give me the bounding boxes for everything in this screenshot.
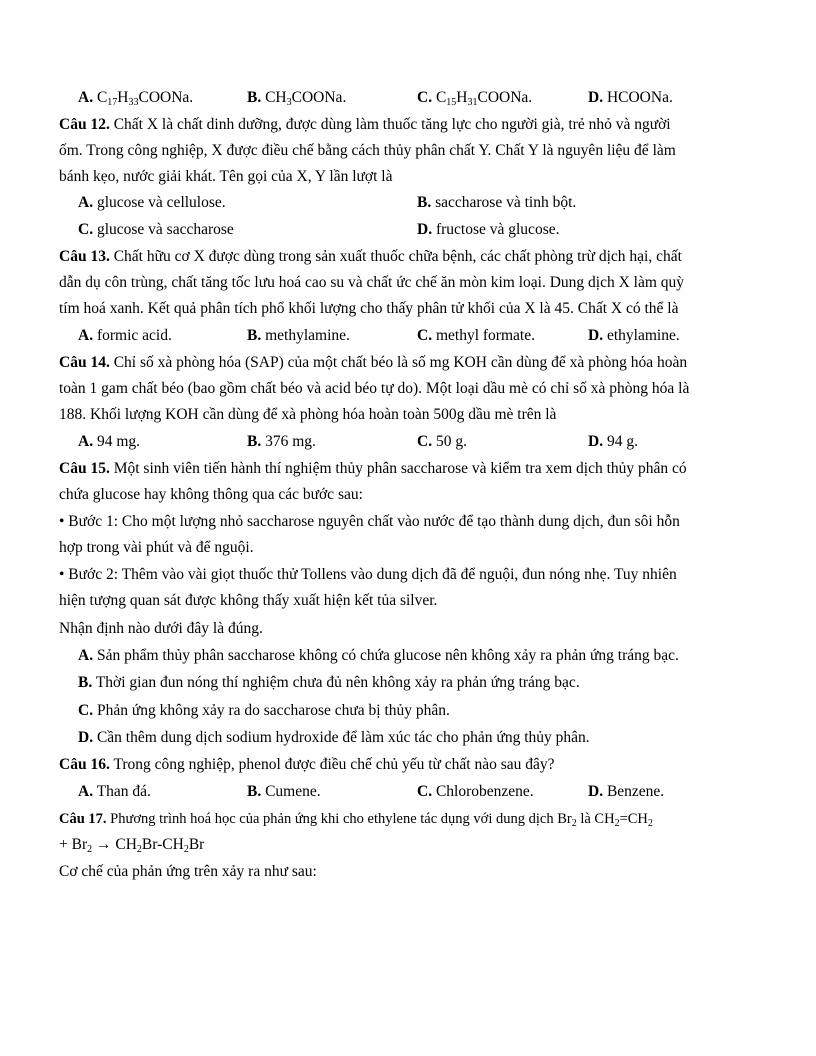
q15-step-2-line-1: • Bước 2: Thêm vào vài giọt thuốc thử Tollens vào dung dịch đã để nguội, đun nóng nhẹ. Tuy nhiên bbox=[59, 566, 677, 583]
q14-option-b: B. 376 mg. bbox=[247, 433, 316, 450]
q16-option-d: D. Benzene. bbox=[588, 783, 665, 800]
q11-option-b: B. $CH_3COONa$. bbox=[247, 89, 347, 108]
q15-step-2-line-2: hiện tượng quan sát được không thấy xuất hiện kết tủa silver. bbox=[59, 592, 438, 609]
q15-option-c: C. Phản ứng không xảy ra do saccharose chưa bị thủy phân. bbox=[78, 702, 450, 719]
q16-option-a: A. Than đá. bbox=[78, 783, 151, 800]
q15-step-1-line-2: hợp trong vài phút và để nguội. bbox=[59, 539, 254, 556]
q16-stem-line-1: Câu 16. Trong công nghiệp, phenol được điều chế chủ yếu từ chất nào sau đây? bbox=[59, 756, 555, 773]
q15-option-a: A. Sản phẩm thủy phân saccharose không có chứa glucose nên không xảy ra phản ứng tráng bạc. bbox=[78, 647, 679, 664]
q15-stem-line-1: Câu 15. Một sinh viên tiến hành thí nghiệm thủy phân saccharose và kiểm tra xem dịch thủy phân có bbox=[59, 460, 687, 477]
q12-stem-line-3: bánh kẹo, nước giải khát. Tên gọi của X, Y lần lượt là bbox=[59, 168, 393, 185]
q15-step-1-line-1: • Bước 1: Cho một lượng nhỏ saccharose nguyên chất vào nước để tạo thành dung dịch, đun sôi hỗn bbox=[59, 513, 680, 530]
q12-option-b: B. saccharose và tinh bột. bbox=[417, 194, 577, 211]
q12-option-c: C. glucose và saccharose bbox=[78, 221, 234, 238]
q13-number: Câu 13. bbox=[59, 248, 110, 265]
q17-mechanism-intro: Cơ chế của phản ứng trên xảy ra như sau: bbox=[59, 863, 317, 880]
q11-option-c: C. $C_{15}H_{31}COONa$. bbox=[417, 89, 533, 108]
q12-option-d: D. fructose và glucose. bbox=[417, 221, 560, 238]
q14-option-c: C. 50 g. bbox=[417, 433, 467, 450]
q17-equation: + $Br_2 \to CH_2Br-CH_2Br$ bbox=[59, 836, 205, 855]
q12-stem-line-1: Câu 12. Chất X là chất dinh dưỡng, được dùng làm thuốc tăng lực cho người già, trẻ nhỏ và người bbox=[59, 116, 671, 133]
q17-stem-line-1: Câu 17. Phương trình hoá học của phản ứng khi cho ethylene tác dụng với dung dịch $Br_2$ là $CH_2=CH_2$ bbox=[59, 811, 653, 829]
q16-number: Câu 16. bbox=[59, 756, 110, 773]
q11-option-a: A. $C_{17}H_{33}COONa$. bbox=[78, 89, 194, 108]
q16-option-c: C. Chlorobenzene. bbox=[417, 783, 534, 800]
q15-option-d: D. Cần thêm dung dịch sodium hydroxide để làm xúc tác cho phản ứng thủy phân. bbox=[78, 729, 590, 746]
q13-stem-line-3: tím hoá xanh. Kết quả phân tích phổ khối lượng cho thấy phân tử khối của X là 45. Chất X có thể là bbox=[59, 300, 679, 317]
q12-stem-line-2: ốm. Trong công nghiệp, X được điều chế bằng cách thủy phân chất Y. Chất Y là nguyên liệu để làm bbox=[59, 142, 676, 159]
q13-stem-line-2: dẫn dụ côn trùng, chất tăng tốc lưu hoá cao su và chất ức chế ăn mòn kim loại. Dung dịch X làm quỳ bbox=[59, 274, 685, 291]
q13-stem-line-1: Câu 13. Chất hữu cơ X được dùng trong sản xuất thuốc chữa bệnh, các chất phòng trừ dịch hại, chất bbox=[59, 248, 682, 265]
q16-option-b: B. Cumene. bbox=[247, 783, 321, 800]
q14-stem-line-2: toàn 1 gam chất béo (bao gồm chất béo và acid béo tự do). Một loại dầu mè có chỉ số xà phòng hóa là bbox=[59, 380, 690, 397]
q15-stem-line-2: chứa glucose hay không thông qua các bước sau: bbox=[59, 486, 363, 503]
q17-number: Câu 17. bbox=[59, 811, 107, 827]
q13-option-d: D. ethylamine. bbox=[588, 327, 680, 344]
q15-option-b: B. Thời gian đun nóng thí nghiệm chưa đủ nên không xảy ra phản ứng tráng bạc. bbox=[78, 674, 580, 691]
q14-option-a: A. 94 mg. bbox=[78, 433, 141, 450]
q14-stem-line-1: Câu 14. Chỉ số xà phòng hóa (SAP) của một chất béo là số mg KOH cần dùng để xà phòng hóa hoàn bbox=[59, 354, 688, 371]
q15-prompt: Nhận định nào dưới đây là đúng. bbox=[59, 620, 263, 637]
q14-number: Câu 14. bbox=[59, 354, 110, 371]
q14-option-d: D. 94 g. bbox=[588, 433, 638, 450]
q14-stem-line-3: 188. Khối lượng KOH cần dùng để xà phòng hóa hoàn toàn 500g dầu mè trên là bbox=[59, 406, 557, 423]
q11-option-d: D. HCOONa. bbox=[588, 89, 673, 106]
q12-option-a: A. glucose và cellulose. bbox=[78, 194, 226, 211]
q12-number: Câu 12. bbox=[59, 116, 110, 133]
q13-option-b: B. methylamine. bbox=[247, 327, 350, 344]
q13-option-a: A. formic acid. bbox=[78, 327, 172, 344]
q15-number: Câu 15. bbox=[59, 460, 110, 477]
q13-option-c: C. methyl formate. bbox=[417, 327, 535, 344]
